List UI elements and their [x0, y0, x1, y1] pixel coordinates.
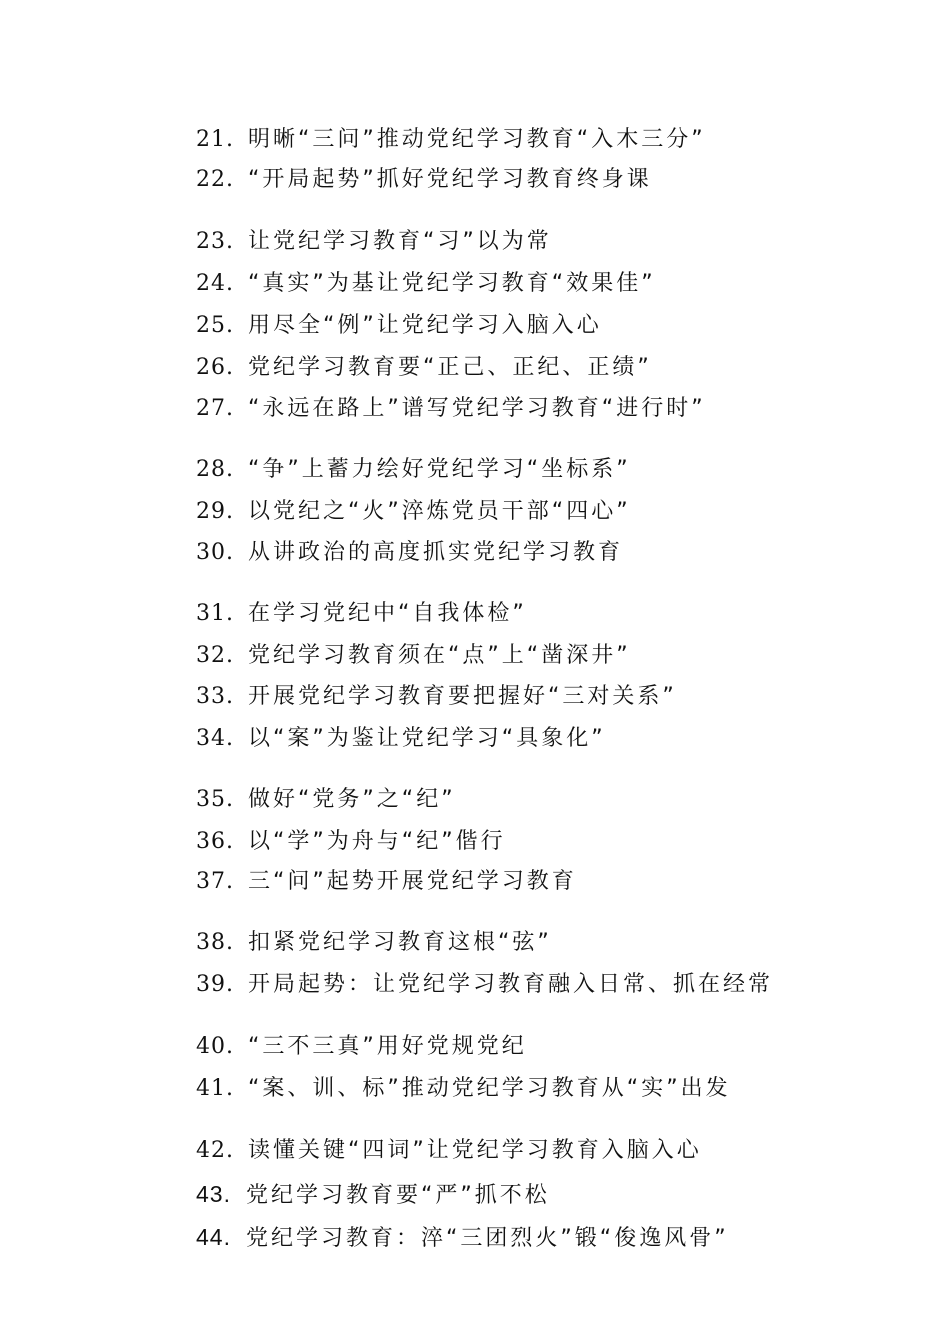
item-number: 40. — [196, 1034, 234, 1059]
list-item — [196, 1136, 702, 1166]
item-title: “永远在路上”谱写党纪学习教育“进行时” — [248, 396, 706, 421]
item-title: 以党纪之“火”淬炼党员干部“四心” — [248, 499, 631, 524]
item-number: 34. — [196, 726, 234, 751]
item-number: 25. — [196, 313, 234, 338]
item-number: 43. — [196, 1181, 231, 1207]
list-item — [196, 785, 456, 815]
list-item — [196, 599, 527, 629]
list-item — [196, 125, 706, 155]
item-number: 38. — [196, 930, 234, 955]
item-number: 37. — [196, 869, 234, 894]
item-title: 以“学”为舟与“纪”偕行 — [248, 829, 506, 854]
list-item — [196, 353, 652, 383]
list-item — [196, 970, 773, 1000]
item-title: 让党纪学习教育“习”以为常 — [248, 229, 552, 254]
item-number: 29. — [196, 499, 234, 524]
item-number: 28. — [196, 457, 234, 482]
list-item — [196, 269, 656, 299]
item-title: 做好“党务”之“纪” — [248, 787, 456, 812]
item-number: 35. — [196, 787, 234, 812]
item-title: 用尽全“例”让党纪学习入脑入心 — [248, 313, 602, 338]
item-title: 读懂关键“四词”让党纪学习教育入脑入心 — [248, 1138, 702, 1163]
item-number: 26. — [196, 355, 234, 380]
list-item — [196, 827, 506, 857]
item-title: 开局起势：让党纪学习教育融入日常、抓在经常 — [248, 972, 774, 997]
item-number: 32. — [196, 643, 234, 668]
item-title: 扣紧党纪学习教育这根“弦” — [248, 930, 552, 955]
list-item — [196, 867, 577, 897]
list-item — [196, 682, 677, 712]
item-title: 党纪学习教育要“正己、正纪、正绩” — [248, 355, 652, 380]
list-item — [196, 394, 706, 424]
item-number: 30. — [196, 540, 234, 565]
list-item — [196, 455, 631, 485]
list-item — [196, 311, 602, 341]
item-title: 以“案”为鉴让党纪学习“具象化” — [248, 726, 606, 751]
item-number: 39. — [196, 972, 234, 997]
item-title: 三“问”起势开展党纪学习教育 — [248, 869, 577, 894]
item-number: 44. — [196, 1224, 231, 1250]
item-title: 开展党纪学习教育要把握好“三对关系” — [248, 684, 677, 709]
list-item — [196, 497, 631, 527]
item-title: 明晰“三问”推动党纪学习教育“入木三分” — [248, 127, 706, 152]
item-number: 21. — [196, 127, 234, 152]
item-title: 在学习党纪中“自我体检” — [248, 601, 527, 626]
list-item — [196, 724, 606, 754]
list-item — [196, 928, 552, 958]
item-number: 36. — [196, 829, 234, 854]
item-title: 从讲政治的高度抓实党纪学习教育 — [248, 540, 624, 565]
item-number: 23. — [196, 229, 234, 254]
item-number: 31. — [196, 601, 234, 626]
item-title: “真实”为基让党纪学习教育“效果佳” — [248, 271, 656, 296]
item-number: 42. — [196, 1138, 234, 1163]
list-item — [196, 227, 552, 257]
list-item — [196, 1179, 550, 1209]
list-item — [196, 641, 631, 671]
item-number: 41. — [196, 1076, 234, 1101]
item-title: 党纪学习教育须在“点”上“凿深井” — [248, 643, 631, 668]
item-number: 27. — [196, 396, 234, 421]
item-title: 党纪学习教育：淬“三团烈火”锻“俊逸风骨” — [246, 1226, 729, 1251]
item-title: “案、训、标”推动党纪学习教育从“实”出发 — [248, 1076, 731, 1101]
list-item — [196, 165, 652, 195]
item-title: “开局起势”抓好党纪学习教育终身课 — [248, 167, 652, 192]
item-title: “三不三真”用好党规党纪 — [248, 1034, 527, 1059]
item-number: 24. — [196, 271, 234, 296]
item-title: “争”上蓄力绘好党纪学习“坐标系” — [248, 457, 631, 482]
list-item — [196, 1074, 731, 1104]
list-item — [196, 1032, 527, 1062]
item-number: 33. — [196, 684, 234, 709]
item-title: 党纪学习教育要“严”抓不松 — [246, 1183, 550, 1208]
item-number: 22. — [196, 167, 234, 192]
list-item — [196, 1222, 729, 1252]
list-item — [196, 538, 623, 568]
